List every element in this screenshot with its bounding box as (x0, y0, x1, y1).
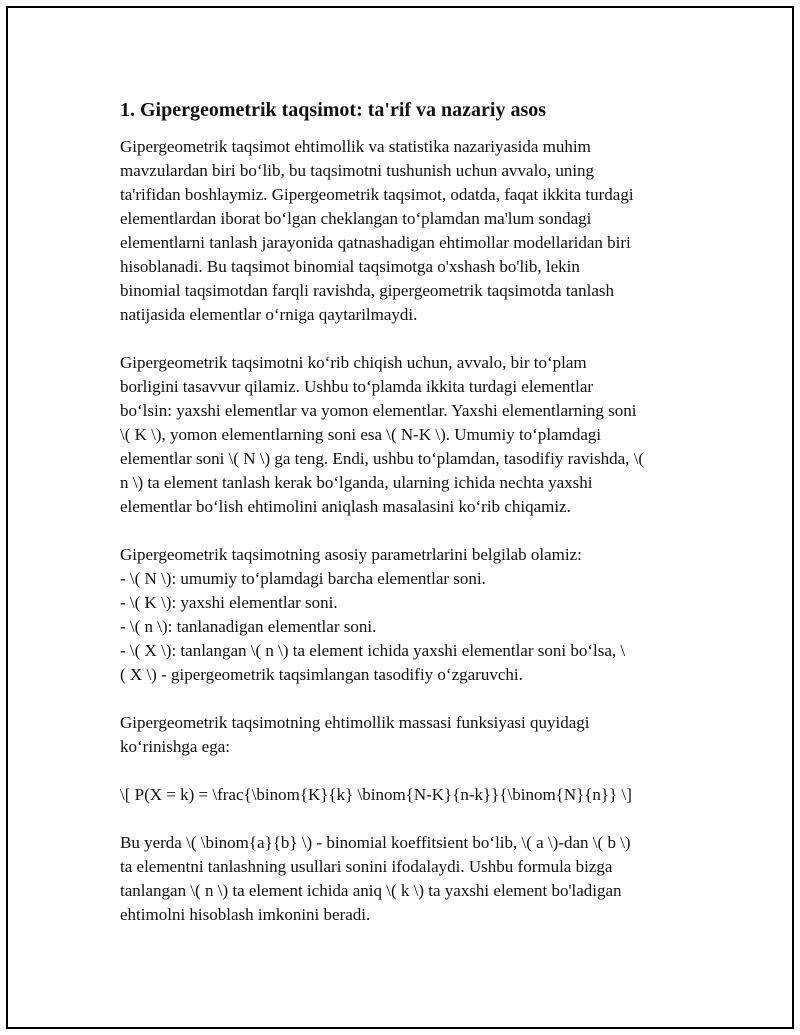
text-line: Bu yerda \( \binom{a}{b} \) - binomial koeffitsient bo‘lib, \( a \)-dan \( b \) (120, 833, 631, 852)
text-line: ko‘rinishga ega: (120, 737, 230, 756)
text-line: ta elementni tanlashning usullari sonini ifodalaydi. Ushbu formula bizga (120, 857, 613, 876)
text-line: elementlar bo‘lish ehtimolini aniqlash masalasini ko‘rib chiqamiz. (120, 497, 571, 516)
text-line: elementlardan iborat bo‘lgan cheklangan to‘plamdan ma'lum sondagi (120, 209, 592, 228)
paragraph-definition (120, 135, 710, 327)
list-item: - \( n \): tanlanadigan elementlar soni. (120, 617, 377, 636)
text-line: \( K \), yomon elementlarning soni esa \( N-K \). Umumiy to‘plamdagi (120, 425, 602, 444)
text-line: natijasida elementlar o‘rniga qaytarilmaydi. (120, 305, 418, 324)
text-line: ehtimolni hisoblash imkonini beradi. (120, 905, 371, 924)
text-line: n \) ta element tanlash kerak bo‘lganda, ularning ichida nechta yaxshi (120, 473, 593, 492)
text-line: Gipergeometrik taqsimot ehtimollik va statistika nazariyasida muhim (120, 137, 591, 156)
text-line: hisoblanadi. Bu taqsimot binomial taqsimotga o'xshash bo'lib, lekin (120, 257, 580, 276)
document-content (120, 97, 710, 951)
paragraph-explanation (120, 831, 710, 927)
text-line: ta'rifidan boshlaymiz. Gipergeometrik taqsimot, odatda, faqat ikkita turdagi (120, 185, 634, 204)
formula-block (120, 783, 710, 807)
paragraph-parameters (120, 543, 710, 687)
text-line: Gipergeometrik taqsimotning ehtimollik massasi funksiyasi quyidagi (120, 713, 590, 732)
list-item: - \( N \): umumiy to‘plamdagi barcha elementlar soni. (120, 569, 486, 588)
text-line: tanlangan \( n \) ta element ichida aniq \( k \) ta yaxshi element bo'ladigan (120, 881, 622, 900)
text-line: elementlarni tanlash jarayonida qatnashadigan ehtimollar modellaridan biri (120, 233, 631, 252)
formula-line: \[ P(X = k) = \frac{\binom{K}{k} \binom{N-K}{n-k}}{\binom{N}{n}} \] (120, 785, 632, 804)
section-heading: 1. Gipergeometrik taqsimot: ta'rif va nazariy asos (120, 99, 547, 121)
text-line: bo‘lsin: yaxshi elementlar va yomon elementlar. Yaxshi elementlarning soni (120, 401, 637, 420)
text-line: mavzulardan biri bo‘lib, bu taqsimotni tushunish uchun avvalo, uning (120, 161, 595, 180)
list-item: - \( X \): tanlangan \( n \) ta element ichida yaxshi elementlar soni bo‘lsa, \ (120, 641, 626, 660)
paragraph-pmf-intro (120, 711, 710, 759)
list-item: - \( K \): yaxshi elementlar soni. (120, 593, 338, 612)
text-line: ( X \) - gipergeometrik taqsimlangan tasodifiy o‘zgaruvchi. (120, 665, 523, 684)
text-line: Gipergeometrik taqsimotning asosiy parametrlarini belgilab olamiz: (120, 545, 582, 564)
text-line: elementlar soni \( N \) ga teng. Endi, ushbu to‘plamdan, tasodifiy ravishda, \( (120, 449, 645, 468)
text-line: borligini tasavvur qilamiz. Ushbu to‘plamda ikkita turdagi elementlar (120, 377, 594, 396)
page-frame (6, 6, 794, 1029)
text-line: Gipergeometrik taqsimotni ko‘rib chiqish uchun, avvalo, bir to‘plam (120, 353, 587, 372)
paragraph-setup (120, 351, 710, 519)
text-line: binomial taqsimotdan farqli ravishda, gipergeometrik taqsimotda tanlash (120, 281, 614, 300)
